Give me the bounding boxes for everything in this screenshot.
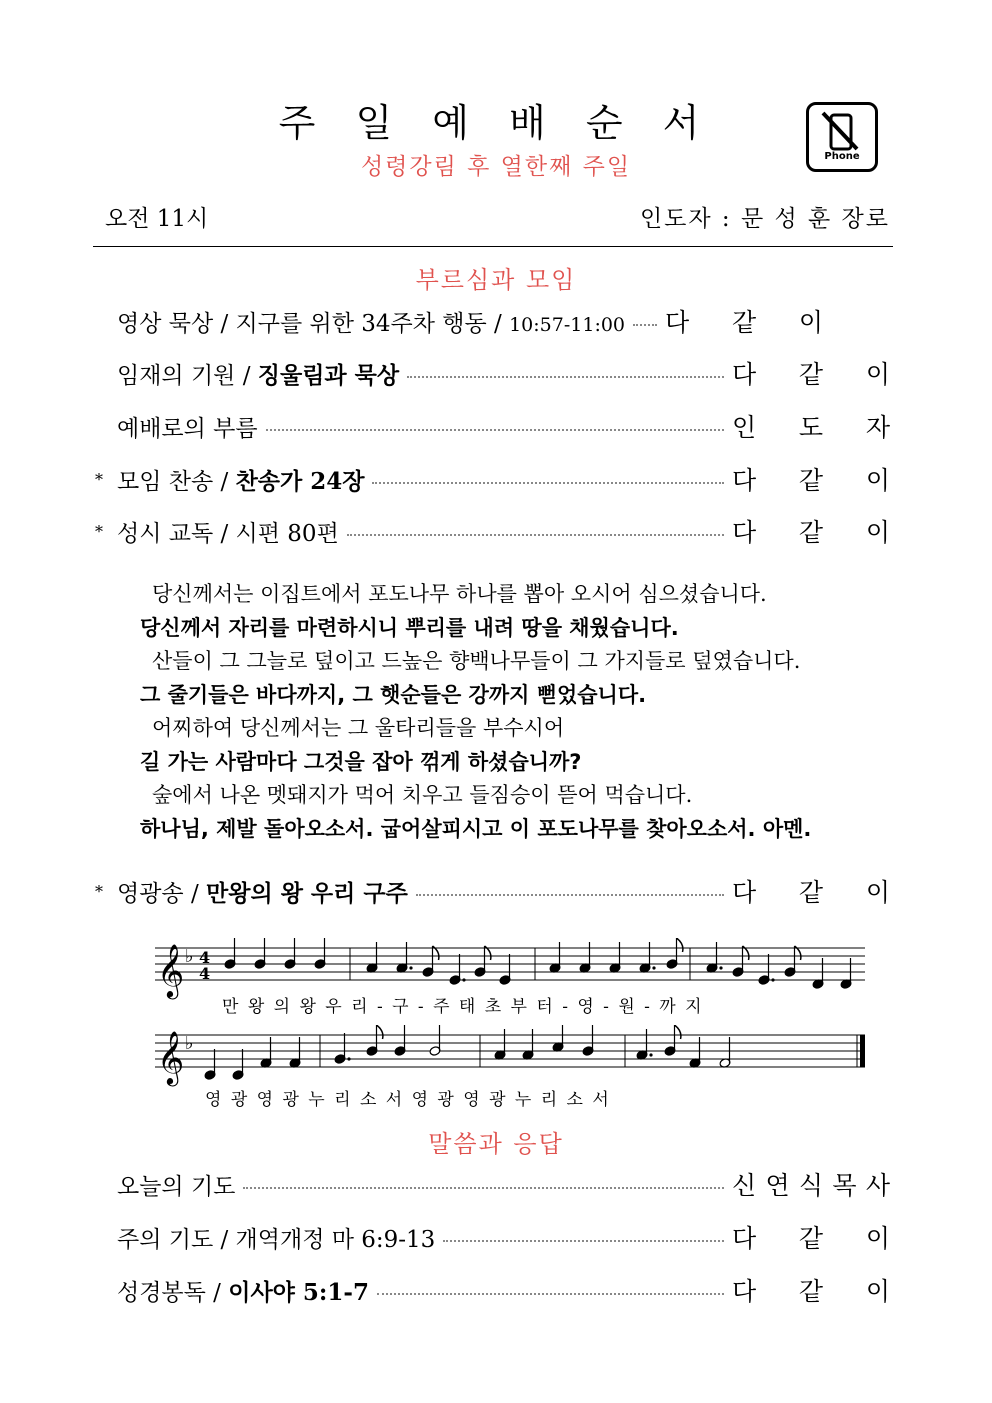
lyrics-line-2: 영 광 영 광 누 리 소 서 영 광 영 광 누 리 소 서 <box>205 1090 611 1110</box>
service-time: 오전 11시 <box>105 206 209 232</box>
order-label: 임재의 기원 / 징울림과 묵상 <box>117 361 400 389</box>
reading-line-leader: 어찌하여 당신께서는 그 울타리들을 부수시어 <box>152 716 565 740</box>
final-bar <box>860 1035 865 1067</box>
order-response: 다 같 이 <box>732 878 890 907</box>
gloria-score <box>150 930 870 1110</box>
note-dot <box>652 966 655 969</box>
order-response: 다 같 이 <box>732 518 890 547</box>
order-label: 오늘의 기도 <box>117 1173 236 1200</box>
leader-dots <box>266 429 724 431</box>
treble-clef-icon: 𝄞 <box>157 943 185 997</box>
order-item <box>95 304 890 338</box>
flat-sign: ♭ <box>185 946 194 967</box>
section-title-gathering: 부르심과 모임 <box>415 266 577 294</box>
note-dot <box>771 978 774 981</box>
flat-sign: ♭ <box>185 1033 194 1054</box>
leader-dots <box>416 894 724 896</box>
order-label: 예배로의 부름 <box>117 415 258 442</box>
note-dot <box>409 966 412 969</box>
order-item <box>95 356 890 390</box>
reading-line-leader: 숲에서 나온 멧돼지가 먹어 치우고 들짐승이 뜯어 먹습니다. <box>152 783 693 807</box>
note-flag <box>677 938 683 952</box>
order-item <box>95 874 890 908</box>
order-response: 다 같 이 <box>732 1277 890 1306</box>
phone-label: Phone <box>824 151 860 162</box>
reading-line-leader: 산들이 그 그늘로 덮이고 드높은 향백나무들이 그 가지들로 덮였습니다. <box>152 649 801 673</box>
header-divider <box>93 246 893 247</box>
order-item <box>95 1273 890 1307</box>
bulletin-title: 주 일 예 배 순 서 <box>278 101 714 145</box>
order-label: 성경봉독 / 이사야 5:1-7 <box>117 1278 369 1306</box>
order-response: 다 같 이 <box>732 1224 890 1253</box>
order-response: 인 도 자 <box>732 413 890 442</box>
bulletin-subtitle: 성령강림 후 열한째 주일 <box>360 154 632 180</box>
standing-mark: * <box>95 469 103 489</box>
leader-dots <box>377 1293 724 1295</box>
time-signature-bottom: 4 <box>199 964 211 983</box>
leader-dots <box>243 1187 724 1189</box>
order-response: 다 같 이 <box>732 466 890 495</box>
reading-line-people: 그 줄기들은 바다까지, 그 햇순들은 강까지 뻗었습니다. <box>140 682 647 707</box>
order-time: 10:57-11:00 <box>509 313 626 336</box>
reading-line-people: 당신께서 자리를 마련하시니 뿌리를 내려 땅을 채웠습니다. <box>140 615 679 640</box>
order-item <box>95 462 890 496</box>
note-flag <box>675 1025 681 1039</box>
order-label: 모임 찬송 / 찬송가 24장 <box>117 467 365 495</box>
reading-line-people: 길 가는 사람마다 그것을 잡아 꺾게 하셨습니까? <box>140 749 582 774</box>
order-item <box>95 514 890 548</box>
leader-dots <box>443 1240 724 1242</box>
reading-line-leader: 당신께서는 이집트에서 포도나무 하나를 뽑아 오시어 심으셨습니다. <box>152 582 767 606</box>
section-title-word: 말씀과 응답 <box>428 1130 564 1158</box>
order-item <box>95 1220 890 1254</box>
order-item <box>95 1167 890 1201</box>
order-response: 다 같 이 <box>732 360 890 389</box>
note-dot <box>462 978 465 981</box>
order-item <box>95 409 890 443</box>
leader-dots <box>633 324 657 326</box>
note-dot <box>347 1057 350 1060</box>
lyrics-line-1: 만 왕 의 왕 우 리 - 구 - 주 태 초 부 터 - 영 - 원 - 까 지 <box>222 997 704 1017</box>
note-dot <box>719 966 722 969</box>
order-label: 주의 기도 / 개역개정 마 6:9-13 <box>117 1226 436 1253</box>
no-phone-icon <box>806 102 878 172</box>
note-flag <box>377 1025 383 1039</box>
standing-mark: * <box>95 521 103 541</box>
order-response: 다 같 이 <box>665 308 824 337</box>
leader-dots <box>347 534 724 536</box>
reading-line-people: 하나님, 제발 돌아오소서. 굽어살피시고 이 포도나무를 찾아오소서. 아멘. <box>140 816 812 841</box>
order-response: 신 연 식 목 사 <box>732 1171 890 1200</box>
order-label: 성시 교독 / 시편 80편 <box>117 520 339 547</box>
order-label: 영상 묵상 / 지구를 위한 34주차 행동 / 10:57-11:00 <box>117 310 626 337</box>
time-signature-top: 4 <box>199 948 211 967</box>
service-leader: 인도자 : 문 성 훈 장로 <box>639 206 890 232</box>
order-label: 영광송 / 만왕의 왕 우리 구주 <box>117 879 408 907</box>
leader-dots <box>372 482 724 484</box>
leader-dots <box>407 376 724 378</box>
note-dot <box>649 1053 652 1056</box>
standing-mark: * <box>95 881 103 901</box>
responsive-reading <box>140 578 900 846</box>
treble-clef-icon: 𝄞 <box>157 1030 185 1084</box>
